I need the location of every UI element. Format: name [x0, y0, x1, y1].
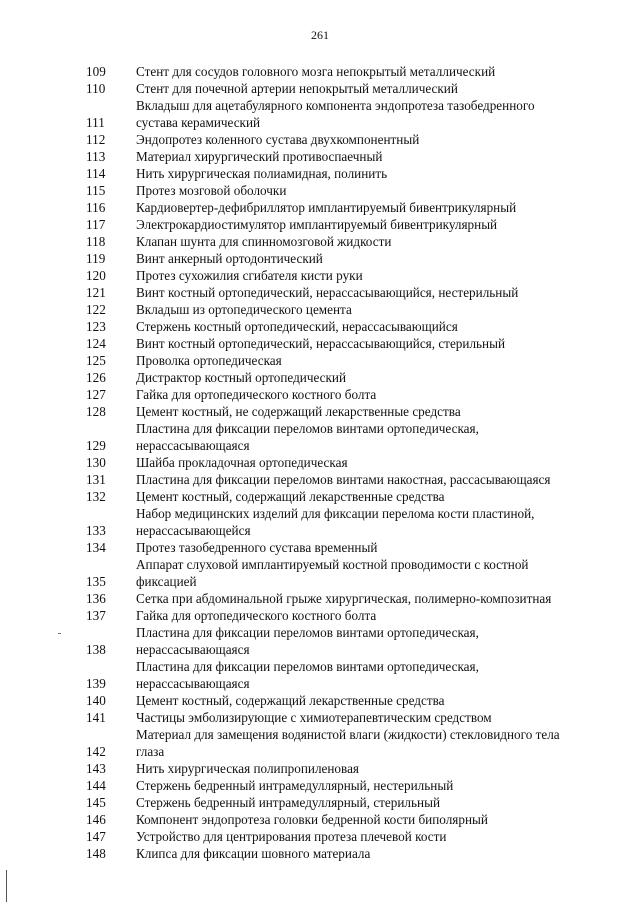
- list-item: [86, 488, 606, 505]
- item-number: 131: [86, 472, 106, 487]
- item-text: Цемент костный, содержащий лекарственные средства: [136, 489, 445, 504]
- item-number: 113: [86, 149, 106, 164]
- item-text: Нить хирургическая полипропиленовая: [136, 761, 360, 776]
- list-item: [86, 199, 606, 216]
- item-number: 116: [86, 200, 106, 215]
- item-number: 120: [86, 268, 106, 283]
- item-text: Шайба прокладочная ортопедическая: [136, 455, 348, 470]
- item-text: Проволка ортопедическая: [136, 353, 282, 368]
- item-text: Гайка для ортопедического костного болта: [136, 387, 377, 402]
- item-number: 119: [86, 251, 106, 266]
- item-number: 140: [86, 693, 106, 708]
- item-text: Пластина для фиксации переломов винтами ортопедическая, нерассасывающаяся: [136, 625, 479, 657]
- item-number: 124: [86, 336, 106, 351]
- list-item: [86, 352, 606, 369]
- item-number: 115: [86, 183, 106, 198]
- list-item: [86, 420, 606, 454]
- list-item: [86, 131, 606, 148]
- list-item: [86, 233, 606, 250]
- list-item: [86, 590, 606, 607]
- item-number: 118: [86, 234, 106, 249]
- item-number: 145: [86, 795, 106, 810]
- list-item: [86, 148, 606, 165]
- item-text: Дистрактор костный ортопедический: [136, 370, 347, 385]
- item-text: Клипса для фиксации шовного материала: [136, 846, 371, 861]
- item-text: Стент для сосудов головного мозга непокрытый металлический: [136, 64, 496, 79]
- item-text: Набор медицинских изделий для фиксации перелома кости пластиной, нерассасывающейся: [136, 506, 535, 538]
- item-text: Пластина для фиксации переломов винтами накостная, рассасывающаяся: [136, 472, 551, 487]
- item-text: Электрокардиостимулятор имплантируемый бивентрикулярный: [136, 217, 498, 232]
- item-text: Кардиовертер-дефибриллятор имплантируемый бивентрикулярный: [136, 200, 517, 215]
- list-item: [86, 301, 606, 318]
- item-text: Нить хирургическая полиамидная, полинить: [136, 166, 388, 181]
- list-item: [86, 658, 606, 692]
- list-item: [86, 811, 606, 828]
- list-item: [86, 369, 606, 386]
- list-item: [86, 63, 606, 80]
- scan-mark: [58, 633, 61, 634]
- list-item: [86, 403, 606, 420]
- list-item: [86, 709, 606, 726]
- list-item: [86, 505, 606, 539]
- item-number: 137: [86, 608, 106, 623]
- list-item: [86, 794, 606, 811]
- item-number: 138: [86, 642, 106, 657]
- list-item: [86, 318, 606, 335]
- list-item: [86, 267, 606, 284]
- item-number: 139: [86, 676, 106, 691]
- scan-edge-mark: [6, 870, 7, 902]
- item-number: 127: [86, 387, 106, 402]
- item-text: Пластина для фиксации переломов винтами ортопедическая, нерассасывающаяся: [136, 659, 479, 691]
- item-text: Винт костный ортопедический, нерассасывающийся, стерильный: [136, 336, 506, 351]
- item-text: Гайка для ортопедического костного болта: [136, 608, 377, 623]
- list-item: [86, 760, 606, 777]
- item-list: [86, 63, 606, 862]
- item-text: Аппарат слуховой имплантируемый костной проводимости с костной фиксацией: [136, 557, 529, 589]
- item-number: 121: [86, 285, 106, 300]
- item-text: Компонент эндопротеза головки бедренной кости биполярный: [136, 812, 488, 827]
- item-number: 129: [86, 438, 106, 453]
- list-item: [86, 556, 606, 590]
- item-text: Стержень костный ортопедический, нерассасывающийся: [136, 319, 458, 334]
- item-text: Сетка при абдоминальной грыже хирургическая, полимерно-композитная: [136, 591, 552, 606]
- item-number: 141: [86, 710, 106, 725]
- item-text: Устройство для центрирования протеза плечевой кости: [136, 829, 447, 844]
- item-number: 134: [86, 540, 106, 555]
- item-number: 142: [86, 744, 106, 759]
- item-number: 110: [86, 81, 106, 96]
- item-text: Пластина для фиксации переломов винтами ортопедическая, нерассасывающаяся: [136, 421, 479, 453]
- item-text: Вкладыш для ацетабулярного компонента эндопротеза тазобедренного сустава керамический: [136, 98, 535, 130]
- page-number: 261: [311, 28, 329, 42]
- item-text: Протез сухожилия сгибателя кисти руки: [136, 268, 363, 283]
- list-item: [86, 471, 606, 488]
- item-number: 132: [86, 489, 106, 504]
- item-number: 135: [86, 574, 106, 589]
- item-number: 114: [86, 166, 106, 181]
- item-text: Частицы эмболизирующие с химиотерапевтическим средством: [136, 710, 492, 725]
- list-item: [86, 165, 606, 182]
- list-item: [86, 624, 606, 658]
- item-text: Винт анкерный ортодонтический: [136, 251, 323, 266]
- item-text: Вкладыш из ортопедического цемента: [136, 302, 352, 317]
- item-number: 148: [86, 846, 106, 861]
- item-number: 144: [86, 778, 106, 793]
- list-item: [86, 692, 606, 709]
- item-number: 126: [86, 370, 106, 385]
- item-number: 111: [86, 115, 105, 130]
- item-number: 133: [86, 523, 106, 538]
- item-text: Винт костный ортопедический, нерассасывающийся, нестерильный: [136, 285, 519, 300]
- item-number: 123: [86, 319, 106, 334]
- list-item: [86, 250, 606, 267]
- list-item: [86, 454, 606, 471]
- list-item: [86, 845, 606, 862]
- item-number: 112: [86, 132, 106, 147]
- list-item: [86, 284, 606, 301]
- item-text: Материал хирургический противоспаечный: [136, 149, 383, 164]
- item-number: 109: [86, 64, 106, 79]
- list-item: [86, 335, 606, 352]
- list-item: [86, 80, 606, 97]
- item-text: Стержень бедренный интрамедуллярный, стерильный: [136, 795, 441, 810]
- list-item: [86, 216, 606, 233]
- item-text: Материал для замещения водянистой влаги (жидкости) стекловидного тела глаза: [136, 727, 560, 759]
- item-number: 130: [86, 455, 106, 470]
- list-item: [86, 539, 606, 556]
- item-text: Протез мозговой оболочки: [136, 183, 287, 198]
- item-number: 143: [86, 761, 106, 776]
- item-text: Клапан шунта для спинномозговой жидкости: [136, 234, 392, 249]
- item-number: 128: [86, 404, 106, 419]
- item-text: Стент для почечной артерии непокрытый металлический: [136, 81, 458, 96]
- list-item: [86, 777, 606, 794]
- item-text: Протез тазобедренного сустава временный: [136, 540, 378, 555]
- item-number: 146: [86, 812, 106, 827]
- item-number: 117: [86, 217, 106, 232]
- list-item: [86, 607, 606, 624]
- list-item: [86, 97, 606, 131]
- item-number: 136: [86, 591, 106, 606]
- list-item: [86, 182, 606, 199]
- item-number: 125: [86, 353, 106, 368]
- list-item: [86, 726, 606, 760]
- item-text: Стержень бедренный интрамедуллярный, нестерильный: [136, 778, 454, 793]
- item-text: Цемент костный, содержащий лекарственные средства: [136, 693, 445, 708]
- list-item: [86, 386, 606, 403]
- item-number: 147: [86, 829, 106, 844]
- item-number: 122: [86, 302, 106, 317]
- item-text: Эндопротез коленного сустава двухкомпонентный: [136, 132, 420, 147]
- item-text: Цемент костный, не содержащий лекарственные средства: [136, 404, 461, 419]
- list-item: [86, 828, 606, 845]
